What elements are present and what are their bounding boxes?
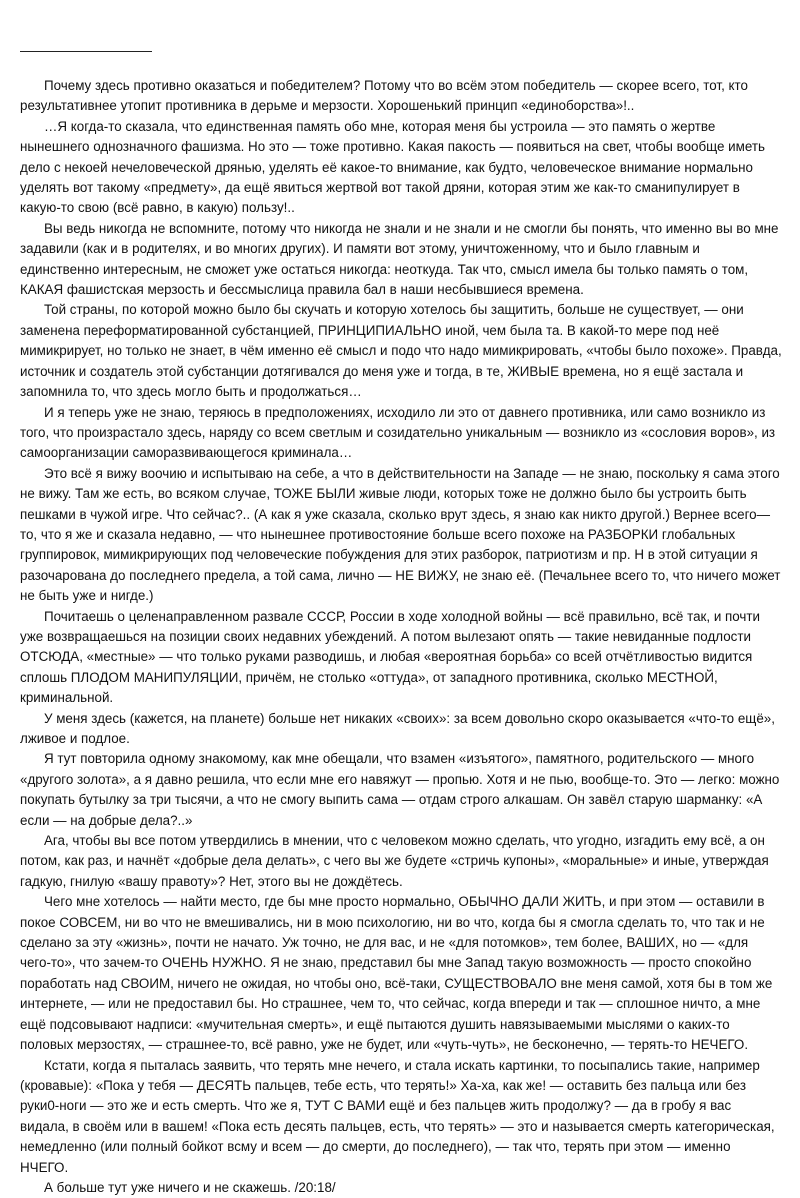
paragraph: Это всё я вижу воочию и испытываю на себе, а что в действительности на Западе — не знаю, поскольку я сама этого не вижу. Там же есть, во всяком случае, ТОЖЕ БЫЛИ живые люди, которых тоже не должно было бы устроить быть пешками в чужой игре. Что сейчас?.. (А как я уже сказала, сколько врут здесь, я знаю как никто другой.) Вернее всего— то, что я же и сказала недавно, — что нынешнее противостояние больше всего похоже на РАЗБОРКИ глобальных группировок, мимикрирующих под человеческие побуждения для этих разборок, патриотизм и пр. Н в этой ситуации я разочарована до последнего предела, а той сама, лично — НЕ ВИЖУ, не знаю её. (Печальнее всего то, что ничего может не быть уже и нигде.) [20, 465, 781, 604]
paragraph: …Я когда-то сказала, что единственная память обо мне, которая меня бы устроила — это память о жертве нынешнего однозначного фашизма. Но это — тоже противно. Какая пакость — появиться на свет, чтобы вообще иметь дело с некоей нечеловеческой дрянью, уделять её какое-то внимание, как будто, человеческое внимание нормально уделять вот такому «предмету», да ещё явиться жертвой вот такой дряни, которая этим же как-то сманипулирует в какую-то свою (всё равно, в какую) пользу!.. [20, 118, 765, 216]
paragraph: Вы ведь никогда не вспомните, потому что никогда не знали и не знали и не смогли бы понять, что именно вы во мне задавили (как и в родителях, и во многих других). И памяти вот этому, уничтоженному, что и было главным и единственно интересным, не сможет уже остаться никогда: неоткуда. Так что, смысл имела бы только память о том, КАКАЯ фашистская мерзость и бессмыслица правила бал в наши несбывшиеся времена. [20, 220, 779, 298]
paragraph: Почитаешь о целенаправленном развале СССР, России в ходе холодной войны — всё правильно, всё так, и почти уже возвращаешься на позиции своих недавних убеждений. А потом вылезают опять — такие невиданные подлости ОТСЮДА, «местные» — что только руками разводишь, и любая «вероятная борьба» со всей отчётливостью видится сплошь ПЛОДОМ МАНИПУЛЯЦИИ, причём, не столько «оттуда», от западного противника, сколько МЕСТНОЙ, криминальной. [20, 608, 761, 706]
paragraph: И я теперь уже не знаю, теряюсь в предположениях, исходило ли это от давнего противника, или само возникло из того, что произрастало здесь, наряду со всем светлым и созидательно уникальным — возникло из «сословия воров», из самоорганизации саморазвивающегося криминала… [20, 404, 776, 461]
paragraph: Кстати, когда я пыталась заявить, что терять мне нечего, и стала искать картинки, то посыпались такие, например (кровавые): «Пока у тебя — ДЕСЯТЬ пальцев, тебе есть, что терять!» Ха-ха, как же! — оставить без пальца или без руки0-ноги — это же и есть смерть. Что же я, ТУТ С ВАМИ ещё и без пальцев жить продолжу? — да в гробу я вас видала, в своём или в вашем! «Пока есть десять пальцев, есть, что терять» — это и называется смерть категорическая, немедленно (или полный бойкот всму и всем — до смерти, до последнего), — так что, терять при этом — именно НЧЕГО. [20, 1057, 775, 1175]
paragraph: Чего мне хотелось — найти место, где бы мне просто нормально, ОБЫЧНО ДАЛИ ЖИТЬ, и при этом — оставили в покое СОВСЕМ, ни во что не вмешивались, ни в мою психологию, ни во что, когда бы я смогла сделать то, что так и не сделано за эту «жизнь», почти не начато. Уж точно, не для вас, и не «для потомков», тем более, ВАШИХ, но — «для чего-то», что зачем-то ОЧЕНЬ НУЖНО. Я не знаю, представил бы мне Запад такую возможность — просто спокойно поработать над СВОИМ, ничего не ожидая, но чтобы оно, всё-таки, СУЩЕСТВОВАЛО вне меня самой, хотя бы в том же интернете, — или не предоставил бы. Но страшнее, чем то, что сейчас, когда впереди и так — сплошное ничто, а мне ещё подсовывают надписи: «мучительная смерть», и ещё пытаются душить навязываемыми мыслями о каких-то половых мерзостях, — страшнее-то, всё равно, уже не будет, или «чуть-чуть», не бесконечно, — терять-то НЕЧЕГО. [20, 894, 773, 1053]
paragraph: А больше тут уже ничего и не скажешь. /20:18/ [44, 1179, 336, 1195]
paragraph: У меня здесь (кажется, на планете) больше нет никаких «своих»: за всем довольно скоро оказывается «что-то ещё», лживое и подлое. [20, 710, 775, 746]
paragraph: Той страны, по которой можно было бы скучать и которую хотелось бы защитить, больше не существует, — они заменена переформатированной субстанцией, ПРИНЦИПИАЛЬНО иной, чем была та. В какой-то мере под неё мимикрирует, но только не знает, в чём именно её смысл и подо что надо мимикрировать, «чтобы было похоже». Правда, источник и создатель этой субстанции дотягивался до меня уже и тогда, в те, ЖИВЫЕ времена, но я ещё застала и запомнила то, что здесь могло быть и продолжаться… [20, 302, 782, 400]
footnote-separator-line [20, 51, 152, 52]
paragraph: Почему здесь противно оказаться и победителем? Потому что во всём этом победитель — скорее всего, тот, кто результативнее утопит противника в дерьме и мерзости. Хорошенький принцип «единоборства»!.. [20, 78, 748, 114]
paragraph: Ага, чтобы вы все потом утвердились в мнении, что с человеком можно сделать, что угодно, изгадить ему всё, а он потом, как раз, и начнёт «добрые дела делать», с чего вы же будете «стричь купоны», «моральные» и иные, утверждая гадкую, гнилую «вашу правоту»? Нет, этого вы не дождётесь. [20, 833, 769, 889]
document-body [20, 76, 782, 1198]
paragraph: Я тут повторила одному знакомому, как мне обещали, что взамен «изъятого», памятного, родительского — много «другого золота», а я давно решила, что если мне его навяжут — пропью. Хотя и не пью, вообще-то. Это — легко: можно покупать бутылку за три тысячи, а что не смогу выпить сама — отдам строго алкашам. Он завёл старую шарманку: «А если — на добрые дела?..» [20, 751, 780, 828]
